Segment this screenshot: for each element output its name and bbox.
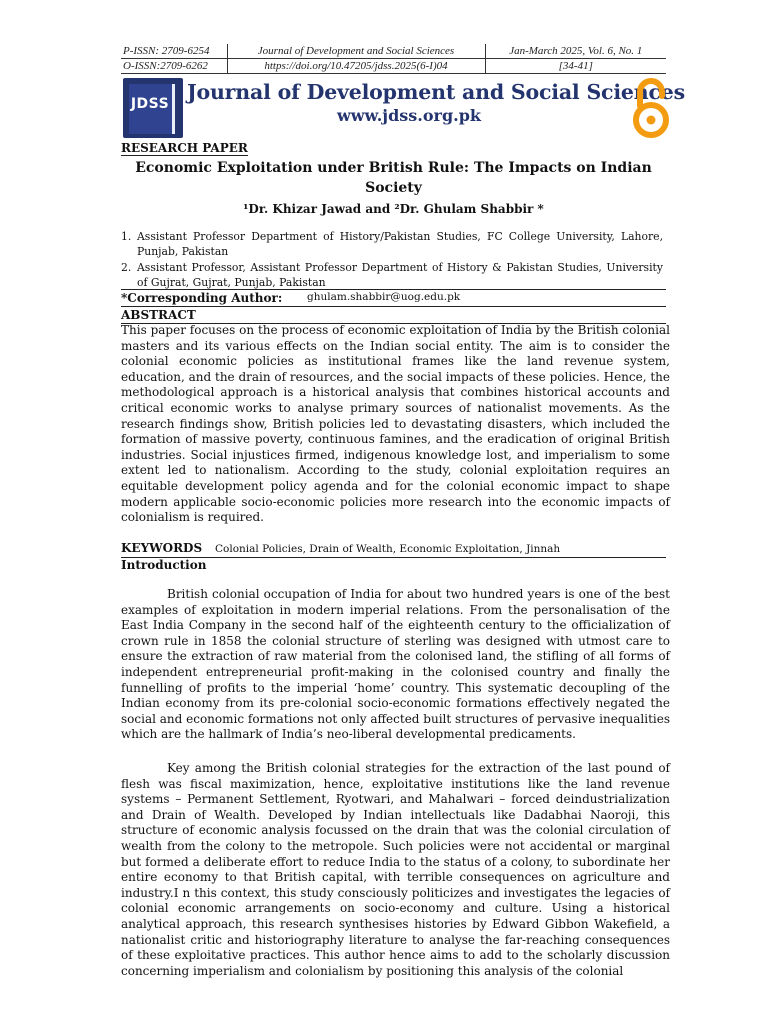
affiliation-item: 2. Assistant Professor, Assistant Professor Department of History & Pakistan Studies, University of Gujrat, Gujrat, Punjab, Pakistan xyxy=(121,261,663,289)
keywords-text: Colonial Policies, Drain of Wealth, Economic Exploitation, Jinnah xyxy=(215,543,561,555)
jdss-logo xyxy=(123,78,183,138)
affiliation-item: 1. Assistant Professor Department of History/Pakistan Studies, FC College University, Lahore, Punjab, Pakistan xyxy=(121,230,663,258)
doi-link[interactable]: https://doi.org/10.47205/jdss.2025(6-I)04 xyxy=(227,59,485,74)
journal-meta-table xyxy=(121,44,666,74)
article-title: Economic Exploitation under British Rule: The Impacts on Indian Society xyxy=(135,160,652,196)
o-issn: O-ISSN:2709-6262 xyxy=(121,59,227,74)
introduction-heading: Introduction xyxy=(121,558,207,572)
body-paragraph: British colonial occupation of India for about two hundred years is one of the best examples of exploitation in modern imperial relations. From the personalisation of the East India Company in the second half of the eighteenth century to the officialization of crown rule in 1858 the colonial structure of sterling was designed with utmost care to ensure the extraction of raw material from the colonised land, the stifling of all forms of independent entrepreneurial profit-making in the colonised country and finally the funnelling of profits to the imperial ‘home’ country. This systematic decoupling of the Indian economy from its pre-colonial socio-economic formations effectively negated the social and economic formations not only affected built structures of pervasive inequalities which are the hallmark of India’s neo-liberal developmental predicaments. xyxy=(121,587,670,742)
abstract-heading: ABSTRACT xyxy=(121,308,666,324)
keywords-label: KEYWORDS xyxy=(121,541,203,555)
banner-url[interactable]: www.jdss.org.pk xyxy=(337,106,481,125)
journal-banner xyxy=(121,76,685,140)
p-issn: P-ISSN: 2709-6254 xyxy=(121,44,227,59)
page-range: [34-41] xyxy=(485,59,666,74)
open-access-lock-icon xyxy=(631,76,671,140)
corresponding-email[interactable]: ghulam.shabbir@uog.edu.pk xyxy=(307,291,461,303)
body-paragraph: Key among the British colonial strategies for the extraction of the last pound of flesh was fiscal maximization, hence, exploitative institutions like the land revenue systems – Permanent Settlement, Ryotwari, and Mahalwari – forced deindustrialization and Drain of Wealth. Developed by Indian intellectuals like Dadabhai Naoroji, this structure of economic analysis focussed on the drain that was the colonial circulation of wealth from the colony to the metropole. Such policies were not accidental or marginal but formed a deliberate effort to reduce India to the status of a colony, to subordinate her entire economy to that British capital, with terrible consequences on agriculture and industry.I n this context, this study consciously politicizes and investigates the legacies of colonial economic arrangements on socio-economy and culture. Using a historical analytical approach, this research synthesises histories by Edward Gibbon Wakefield, a nationalist critic and historiography literature to analyse the far-reaching consequences of these exploitative practices. This author hence aims to add to the scholarly discussion concerning imperialism and colonialism by positioning this analysis of the colonial xyxy=(121,761,670,978)
abstract-text: This paper focuses on the process of economic exploitation of India by the British colonial masters and its various effects on the Indian social entity. The aim is to consider the colonial economic policies as institutional frames like the land revenue system, education, and the drain of resources, and the social impacts of these policies. Hence, the methodological approach is a historical analysis that combines historical accounts and critical economic works to analyse primary sources of nationalist movements. As the research findings show, British policies led to devastating disasters, which included the formation of massive poverty, continuous famines, and the eradication of original British industries. Social injustices firmed, indigenous knowledge lost, and imperialism to some extent led to nationalism. According to the study, colonial exploitation requires an equitable development policy agenda and for the colonial economic impact to shape modern applicable socio-economic policies more research into the economic impacts of colonialism is required. xyxy=(121,323,670,525)
journal-name-header: Journal of Development and Social Sciences xyxy=(227,44,485,59)
article-type-label: RESEARCH PAPER xyxy=(121,141,248,155)
corresponding-author-row xyxy=(121,289,666,307)
jdss-logo-text: JDSS xyxy=(130,96,170,112)
banner-title: Journal of Development and Social Sciences xyxy=(187,80,685,104)
corresponding-author-label: *Corresponding Author: xyxy=(121,291,283,305)
issue-info: Jan-March 2025, Vol. 6, No. 1 xyxy=(485,44,666,59)
article-authors: ¹Dr. Khizar Jawad and ²Dr. Ghulam Shabbir * xyxy=(243,202,544,216)
keywords-row xyxy=(121,541,666,558)
